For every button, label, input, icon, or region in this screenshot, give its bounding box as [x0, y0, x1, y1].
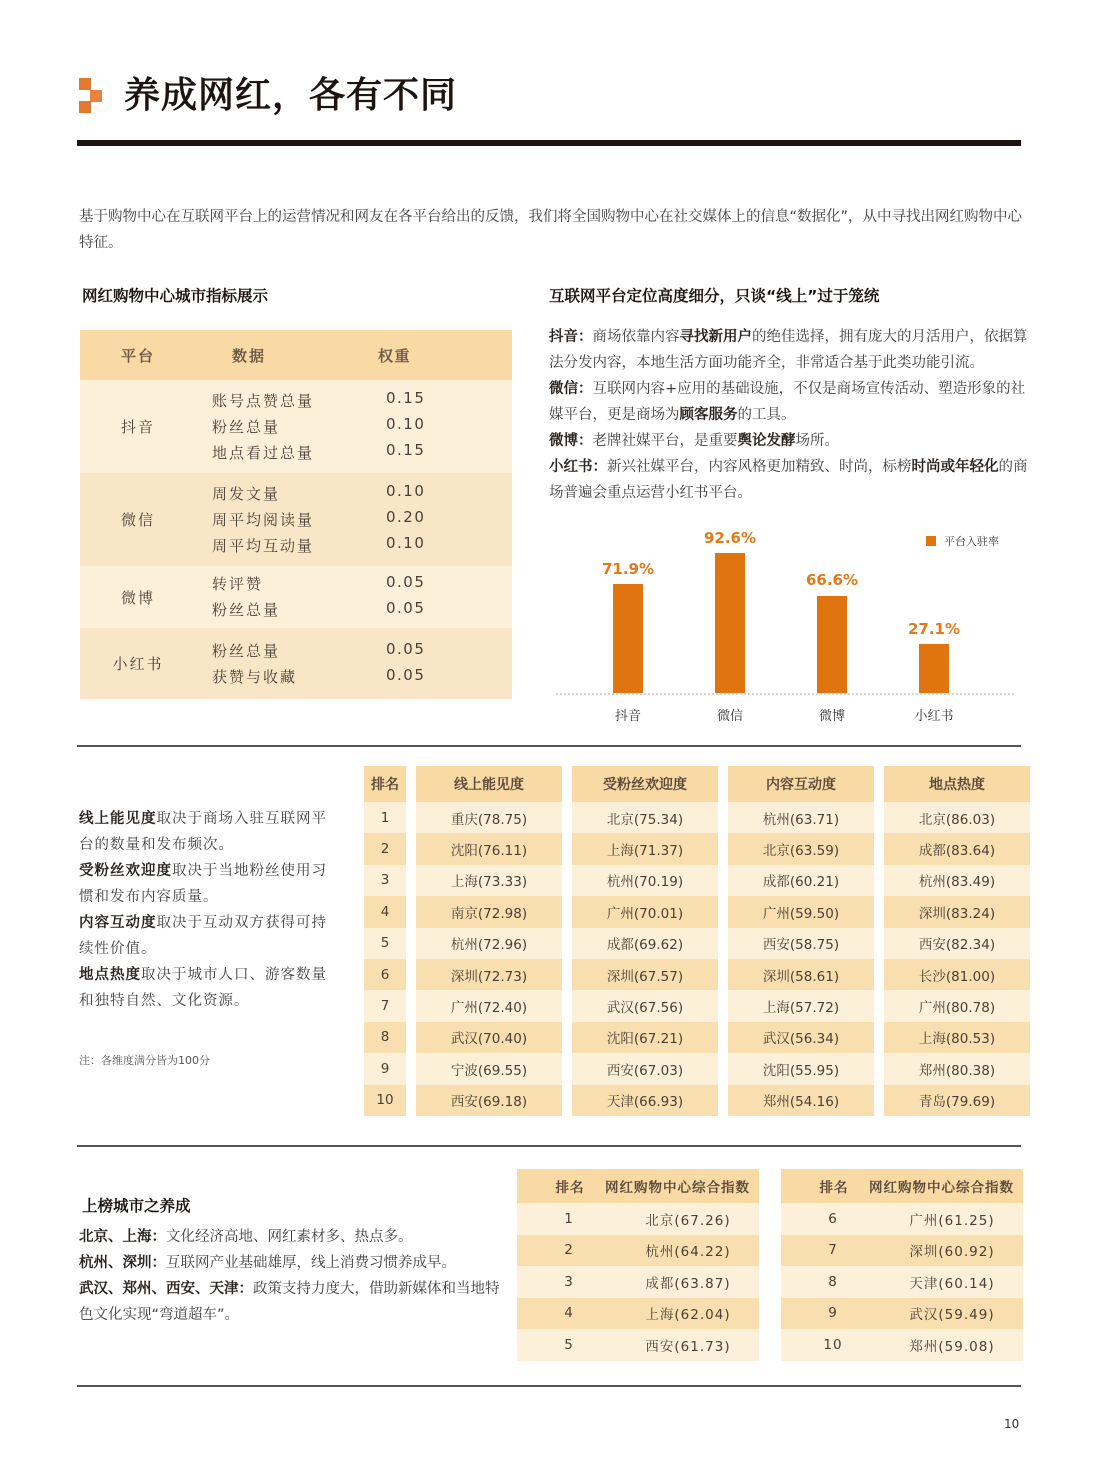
x-tick-label: 微信 [716, 709, 743, 724]
table-cell: 广州(72.40) [416, 990, 562, 1021]
table-cell: 广州(59.50) [728, 896, 874, 927]
table-cell: 沈阳(76.11) [416, 833, 562, 864]
platform-label: 微信 [120, 511, 155, 529]
table-cell: 武汉(56.34) [728, 1022, 874, 1053]
page-title: 养成网红，各有不同 [124, 75, 458, 116]
footer-divider [77, 1385, 1021, 1387]
table-cell: 西安(82.34) [884, 928, 1030, 959]
metric: 转评赞 [212, 575, 264, 593]
table-cell: 南京(72.98) [416, 896, 562, 927]
rank-cell: 10 [364, 1085, 406, 1116]
bar-weibo [805, 571, 859, 693]
header-platform: 平台 [120, 346, 155, 365]
platform-label: 微博 [120, 588, 155, 607]
table-cell: 西安(67.03) [572, 1053, 718, 1084]
page-number: 10 [1004, 1417, 1020, 1431]
weight: 0.05 [386, 599, 426, 617]
footnote: 注：各维度满分皆为100分 [79, 1054, 210, 1067]
weight-table [80, 330, 512, 699]
table-cell: 深圳(72.73) [416, 959, 562, 990]
column-header: 地点热度 [884, 766, 1030, 802]
table-cell: 成都(83.64) [884, 833, 1030, 864]
table-cell: 长沙(81.00) [884, 959, 1030, 990]
composite-index-table-right [781, 1169, 1023, 1361]
table-cell: 北京(86.03) [884, 802, 1030, 833]
weight: 0.20 [386, 507, 426, 526]
table-cell: 杭州(70.19) [572, 865, 718, 896]
rank-cell: 5 [364, 928, 406, 959]
table-cell: 上海(57.72) [728, 990, 874, 1021]
bar-douyin [601, 560, 655, 693]
header-rank: 排名 [555, 1180, 585, 1196]
platform-desc-weibo: 微博：老牌社媒平台，是重要舆论发酵场所。 [549, 433, 839, 449]
chart-legend [926, 533, 999, 549]
header-index: 网红购物中心综合指数 [605, 1180, 750, 1196]
rank-cell: 6 [364, 959, 406, 990]
cities-section-title: 上榜城市之养成 [82, 1197, 191, 1215]
table-cell: 深圳(58.61) [728, 959, 874, 990]
bar-value-label: 92.6% [703, 529, 757, 547]
table-cell: 西安(58.75) [728, 928, 874, 959]
composite-index-table-left [517, 1169, 759, 1361]
city-reason-item: 武汉、郑州、西安、天津：政策支持力度大，借助新媒体和当地特色文化实现“弯道超车”。 [79, 1281, 500, 1323]
metric: 粉丝总量 [212, 641, 281, 660]
table-cell: 北京(75.34) [572, 802, 718, 833]
dimension-item: 线上能见度取决于商场入驻互联网平台的数量和发布频次。 [79, 811, 327, 853]
rank-cell: 4 [364, 896, 406, 927]
table-row: 5 西安(61.73) [517, 1329, 759, 1361]
platform-label: 抖音 [120, 418, 155, 436]
table-cell: 杭州(83.49) [884, 865, 1030, 896]
table-cell: 宁波(69.55) [416, 1053, 562, 1084]
table-row: 2 杭州(64.22) [517, 1235, 759, 1267]
fan-popularity-column [572, 766, 718, 1116]
table-cell: 武汉(67.56) [572, 990, 718, 1021]
table-cell: 广州(70.01) [572, 896, 718, 927]
metric: 周平均互动量 [212, 536, 315, 555]
rank-cell: 3 [364, 865, 406, 896]
legend-swatch-icon [926, 536, 936, 546]
table-row: 3 成都(63.87) [517, 1266, 759, 1298]
weight: 0.05 [386, 665, 426, 684]
table-cell: 上海(73.33) [416, 865, 562, 896]
weight-table-header [80, 330, 512, 380]
x-tick-label: 微博 [818, 709, 845, 724]
metric: 账号点赞总量 [212, 391, 315, 410]
rank-cell: 9 [364, 1053, 406, 1084]
dimension-item: 内容互动度取决于互动双方获得可持续性价值。 [79, 915, 327, 957]
header-weight: 权重 [378, 346, 412, 365]
table-row: 10 郑州(59.08) [781, 1329, 1023, 1361]
title-logo-icon [79, 78, 103, 114]
platform-desc-xiaohongshu: 小红书：新兴社媒平台，内容风格更加精致、时尚，标榜时尚或年轻化的商场普遍会重点运营小红书平台。 [549, 459, 1028, 501]
table-row: 6 广州(61.25) [781, 1203, 1023, 1235]
platform-desc-douyin: 抖音：商场依靠内容寻找新用户的绝佳选择，拥有庞大的月活用户，依据算法分发内容，本地生活方面功能齐全，非常适合基于此类功能引流。 [549, 329, 1028, 371]
metric: 粉丝总量 [212, 417, 281, 436]
platforms-section-title: 互联网平台定位高度细分，只谈“线上”过于笼统 [549, 287, 880, 305]
weight: 0.05 [386, 639, 426, 658]
table-cell: 沈阳(67.21) [572, 1022, 718, 1053]
city-reason-item: 北京、上海：文化经济高地、网红素材多、热点多。 [79, 1229, 413, 1245]
dimension-item: 受粉丝欢迎度取决于当地粉丝使用习惯和发布内容质量。 [79, 863, 327, 905]
section-divider [77, 1145, 1021, 1147]
chart-baseline [556, 693, 1014, 695]
table-row: 4 上海(62.04) [517, 1298, 759, 1330]
table-cell: 上海(80.53) [884, 1022, 1030, 1053]
table-cell: 成都(60.21) [728, 865, 874, 896]
dimension-ranking-table [364, 766, 1030, 1116]
column-header: 内容互动度 [728, 766, 874, 802]
rank-cell: 2 [364, 833, 406, 864]
x-tick-label: 抖音 [614, 709, 641, 724]
bar-weixin [703, 529, 757, 693]
dimension-definitions [79, 806, 339, 1014]
table-cell: 深圳(67.57) [572, 959, 718, 990]
weight-group-xiaohongshu [80, 628, 512, 699]
weight-group-weixin [80, 473, 512, 566]
metric: 获赞与收藏 [212, 667, 298, 686]
table-row: 8 天津(60.14) [781, 1266, 1023, 1298]
table-cell: 武汉(70.40) [416, 1022, 562, 1053]
metric: 周发文量 [212, 484, 281, 503]
table-row: 7 深圳(60.92) [781, 1235, 1023, 1267]
metric: 地点看过总量 [212, 443, 315, 462]
table-cell: 郑州(54.16) [728, 1085, 874, 1116]
table-cell: 广州(80.78) [884, 990, 1030, 1021]
city-reason-item: 杭州、深圳：互联网产业基础雄厚，线上消费习惯养成早。 [79, 1255, 456, 1271]
weight-group-douyin [80, 380, 512, 473]
table-header [781, 1169, 1023, 1203]
table-cell: 天津(66.93) [572, 1085, 718, 1116]
table-cell: 沈阳(55.95) [728, 1053, 874, 1084]
table-cell: 青岛(79.69) [884, 1085, 1030, 1116]
column-header: 受粉丝欢迎度 [572, 766, 718, 802]
cities-paragraphs [79, 1224, 509, 1328]
title-divider [77, 140, 1021, 146]
platform-descriptions [549, 324, 1029, 506]
table-cell: 深圳(83.24) [884, 896, 1030, 927]
column-header: 排名 [364, 766, 406, 802]
table-cell: 杭州(63.71) [728, 802, 874, 833]
online-visibility-column [416, 766, 562, 1116]
weight: 0.05 [386, 573, 426, 591]
platform-adoption-chart [556, 520, 1016, 730]
rank-column [364, 766, 406, 1116]
header-data: 数据 [232, 346, 267, 365]
table-row: 1 北京(67.26) [517, 1203, 759, 1235]
platform-desc-weixin: 微信：互联网内容+应用的基础设施，不仅是商场宣传活动、塑造形象的社媒平台，更是商场为顾客服务的工具。 [549, 381, 1026, 423]
header-rank: 排名 [819, 1180, 849, 1196]
legend-label: 平台入驻率 [944, 535, 999, 548]
bar-value-label: 71.9% [601, 560, 655, 578]
table-cell: 上海(71.37) [572, 833, 718, 864]
table-cell: 杭州(72.96) [416, 928, 562, 959]
rank-cell: 1 [364, 802, 406, 833]
rank-cell: 8 [364, 1022, 406, 1053]
table-header [517, 1169, 759, 1203]
metric: 粉丝总量 [212, 601, 281, 619]
weight: 0.15 [386, 440, 426, 459]
table-cell: 郑州(80.38) [884, 1053, 1030, 1084]
bar-value-label: 66.6% [805, 571, 859, 589]
weight: 0.10 [386, 533, 426, 552]
intro-paragraph: 基于购物中心在互联网平台上的运营情况和网友在各平台给出的反馈，我们将全国购物中心在社交媒体上的信息“数据化”，从中寻找出网红购物中心特征。 [79, 209, 1023, 251]
dimension-item: 地点热度取决于城市人口、游客数量和独特自然、文化资源。 [79, 967, 327, 1009]
weight: 0.10 [386, 414, 426, 433]
content-interaction-column [728, 766, 874, 1116]
metric: 周平均阅读量 [212, 510, 315, 529]
table-cell: 北京(63.59) [728, 833, 874, 864]
location-heat-column [884, 766, 1030, 1116]
rank-cell: 7 [364, 990, 406, 1021]
weight: 0.10 [386, 481, 426, 500]
weight: 0.15 [386, 388, 426, 407]
table-row: 9 武汉(59.49) [781, 1298, 1023, 1330]
table-cell: 重庆(78.75) [416, 802, 562, 833]
weight-table-title: 网红购物中心城市指标展示 [82, 287, 269, 305]
x-tick-label: 小红书 [914, 709, 954, 724]
table-cell: 西安(69.18) [416, 1085, 562, 1116]
bar-xiaohongshu [907, 620, 961, 693]
table-cell: 成都(69.62) [572, 928, 718, 959]
header-index: 网红购物中心综合指数 [869, 1180, 1014, 1196]
bar-value-label: 27.1% [907, 620, 961, 638]
platform-label: 小红书 [112, 655, 164, 673]
section-divider [77, 745, 1021, 747]
column-header: 线上能见度 [416, 766, 562, 802]
weight-group-weibo [80, 566, 512, 628]
